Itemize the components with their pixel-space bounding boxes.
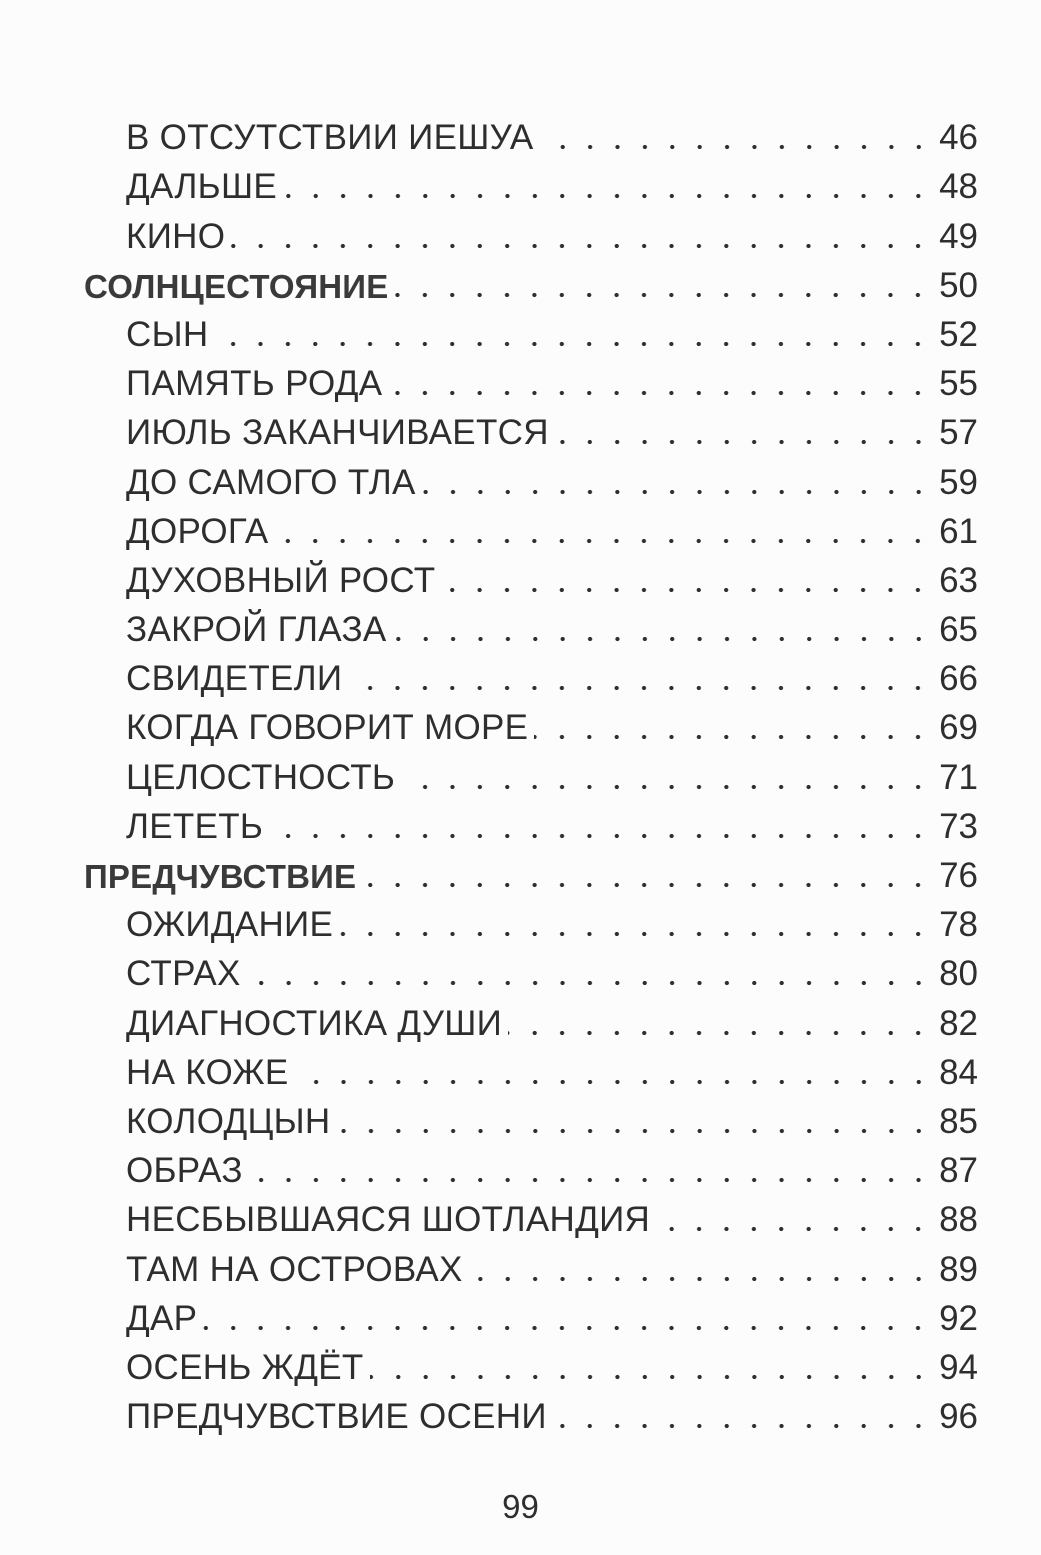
toc-entry-page-number: 94 (939, 1347, 978, 1387)
dot-leader (401, 781, 932, 793)
toc-entry (84, 506, 978, 555)
toc-entry (84, 751, 978, 800)
toc-section-entry (84, 850, 978, 899)
toc-entry-title: ЗАКРОЙ ГЛАЗА (126, 610, 387, 650)
toc-entry-page-number: 46 (939, 118, 978, 158)
toc-entry-page-number: 49 (939, 216, 978, 256)
dot-leader (295, 1076, 932, 1088)
dot-leader (269, 830, 932, 842)
toc-entry-page-number: 59 (939, 462, 978, 502)
toc-entry-page-number: 66 (939, 659, 978, 699)
toc-entry-title: ЛЕТЕТЬ (126, 806, 264, 846)
toc-entry-page-number: 71 (939, 757, 978, 797)
toc-entry (84, 1391, 978, 1440)
dot-leader (247, 977, 932, 989)
toc-entry-title: ТАМ НА ОСТРОВАХ (126, 1249, 463, 1289)
dot-leader (394, 289, 932, 301)
dot-leader (555, 436, 932, 448)
dot-leader (508, 1027, 932, 1039)
toc-entry-page-number: 61 (939, 511, 978, 551)
page-number: 99 (502, 1488, 539, 1525)
toc-entry (84, 1047, 978, 1096)
toc-entry-page-number: 76 (939, 856, 978, 895)
dot-leader (337, 1125, 932, 1137)
toc-entry-page-number: 50 (939, 265, 978, 305)
toc-entry-page-number: 78 (939, 905, 978, 945)
toc-entry-title: НЕСБЫВШАЯСЯ ШОТЛАНДИЯ (126, 1200, 651, 1240)
toc-entry-title: ДАР (126, 1298, 198, 1338)
toc-entry (84, 801, 978, 850)
toc-entry-title: СЫН (126, 314, 209, 354)
toc-entry (84, 653, 978, 702)
table-of-contents (84, 112, 978, 1440)
toc-entry-title: ОБРАЗ (126, 1151, 243, 1191)
toc-entry-page-number: 73 (939, 806, 978, 846)
toc-entry-title: ДУХОВНЫЙ РОСТ (126, 560, 436, 600)
toc-entry-page-number: 69 (939, 708, 978, 748)
toc-entry-page-number: 57 (939, 413, 978, 453)
dot-leader (422, 486, 932, 498)
toc-entry (84, 112, 978, 161)
toc-entry-title: СВИДЕТЕЛИ (126, 659, 343, 699)
toc-entry-title: ПРЕДЧУВСТВИЕ ОСЕНИ (126, 1397, 547, 1437)
toc-entry (84, 997, 978, 1046)
toc-entry-title: ЦЕЛОСТНОСТЬ (126, 757, 396, 797)
toc-entry-title: КОЛОДЦЫН (126, 1101, 331, 1141)
toc-entry-title: ДИАГНОСТИКА ДУШИ (126, 1003, 503, 1043)
dot-leader (231, 240, 932, 252)
toc-entry-title: В ОТСУТСТВИИ ИЕШУА (126, 118, 534, 158)
toc-entry (84, 1145, 978, 1194)
dot-leader (348, 682, 932, 694)
toc-entry (84, 555, 978, 604)
toc-entry (84, 1342, 978, 1391)
toc-entry (84, 309, 978, 358)
toc-entry-page-number: 89 (939, 1249, 978, 1289)
dot-leader (370, 1371, 932, 1383)
toc-entry (84, 948, 978, 997)
dot-leader (339, 928, 932, 940)
toc-entry (84, 604, 978, 653)
toc-entry-title: КОГДА ГОВОРИТ МОРЕ (126, 708, 529, 748)
toc-entry-page-number: 55 (939, 364, 978, 404)
toc-entry-title: ДОРОГА (126, 511, 269, 551)
toc-entry-page-number: 84 (939, 1052, 978, 1092)
toc-entry-page-number: 63 (939, 560, 978, 600)
toc-entry (84, 161, 978, 210)
toc-entry-page-number: 52 (939, 314, 978, 354)
toc-section-entry (84, 260, 978, 309)
dot-leader (388, 387, 932, 399)
dot-leader (249, 1174, 932, 1186)
toc-entry (84, 702, 978, 751)
toc-entry-title: КИНО (126, 216, 226, 256)
dot-leader (469, 1273, 932, 1285)
toc-entry (84, 899, 978, 948)
toc-entry-page-number: 65 (939, 610, 978, 650)
toc-entry (84, 1243, 978, 1292)
toc-entry (84, 1293, 978, 1342)
dot-leader (274, 535, 932, 547)
toc-entry-page-number: 85 (939, 1101, 978, 1141)
toc-entry (84, 1194, 978, 1243)
toc-entry-title: ОСЕНЬ ЖДЁТ (126, 1347, 364, 1387)
toc-entry-page-number: 92 (939, 1298, 978, 1338)
dot-leader (540, 141, 933, 153)
toc-entry-page-number: 87 (939, 1151, 978, 1191)
toc-entry-title: ПРЕДЧУВСТВИЕ (84, 858, 357, 895)
dot-leader (362, 879, 932, 891)
dot-leader (203, 1322, 932, 1334)
dot-leader (393, 633, 932, 645)
toc-entry (84, 358, 978, 407)
toc-entry-page-number: 80 (939, 954, 978, 994)
dot-leader (214, 338, 932, 350)
toc-entry (84, 210, 978, 259)
dot-leader (553, 1420, 932, 1432)
toc-entry (84, 456, 978, 505)
toc-entry-page-number: 96 (939, 1397, 978, 1437)
toc-entry-title: ДАЛЬШЕ (126, 167, 277, 207)
dot-leader (656, 1223, 932, 1235)
toc-entry-page-number: 88 (939, 1200, 978, 1240)
dot-leader (283, 190, 932, 202)
toc-entry-page-number: 82 (939, 1003, 978, 1043)
toc-entry (84, 407, 978, 456)
toc-entry-title: СТРАХ (126, 954, 241, 994)
dot-leader (534, 731, 932, 743)
toc-entry-title: ПАМЯТЬ РОДА (126, 364, 383, 404)
toc-entry-title: НА КОЖЕ (126, 1052, 289, 1092)
dot-leader (441, 584, 932, 596)
toc-entry-title: ДО САМОГО ТЛА (126, 462, 416, 502)
toc-entry (84, 1096, 978, 1145)
toc-entry-page-number: 48 (939, 167, 978, 207)
toc-entry-title: ИЮЛЬ ЗАКАНЧИВАЕТСЯ (126, 413, 549, 453)
toc-entry-title: ОЖИДАНИЕ (126, 905, 334, 945)
toc-entry-title: СОЛНЦЕСТОЯНИЕ (84, 267, 389, 305)
